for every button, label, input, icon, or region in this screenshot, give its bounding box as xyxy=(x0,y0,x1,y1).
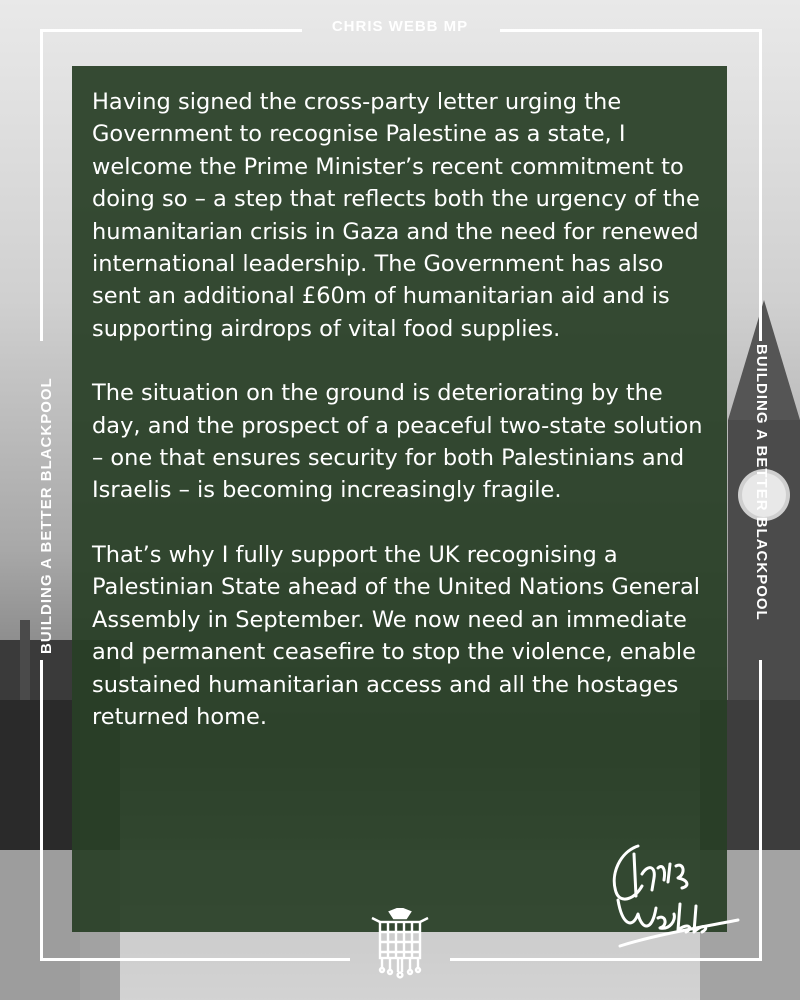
frame-right-top xyxy=(759,29,762,341)
side-label-left: BUILDING A BETTER BLACKPOOL xyxy=(38,377,55,654)
frame-bottom-left xyxy=(40,958,350,961)
side-label-right: BUILDING A BETTER BLACKPOOL xyxy=(753,344,770,621)
statement-paragraph-1: Having signed the cross-party letter urging the Government to recognise Palestine as a state, I welcome the Prime Minister’s recent commitment to doing so – a step that reflects both the urgency of the humanitarian crisis in Gaza and the need for renewed international leadership. The Government has also sent an additional £60m of humanitarian aid and is supporting airdrops of vital food supplies. xyxy=(92,89,700,342)
statement-paragraph-2: The situation on the ground is deteriorating by the day, and the prospect of a peaceful two-state solution – one that ensures security for both Palestinians and Israelis – is becoming increasingly fragile. xyxy=(92,380,703,504)
statement-paragraph-3: That’s why I fully support the UK recognising a Palestinian State ahead of the United Nations General Assembly in September. We now need an immediate and permanent ceasefire to stop the violence, enable sustained humanitarian access and all the hostages returned home. xyxy=(92,541,701,730)
frame-left-top xyxy=(40,29,43,341)
frame-bottom-right xyxy=(450,958,762,961)
page-title: CHRIS WEBB MP xyxy=(331,18,469,35)
portcullis-icon xyxy=(368,908,432,980)
statement-body xyxy=(92,86,717,765)
frame-right-bottom xyxy=(759,660,762,960)
signature xyxy=(598,834,748,954)
statement-panel xyxy=(72,66,727,932)
frame-left-bottom xyxy=(40,660,43,960)
